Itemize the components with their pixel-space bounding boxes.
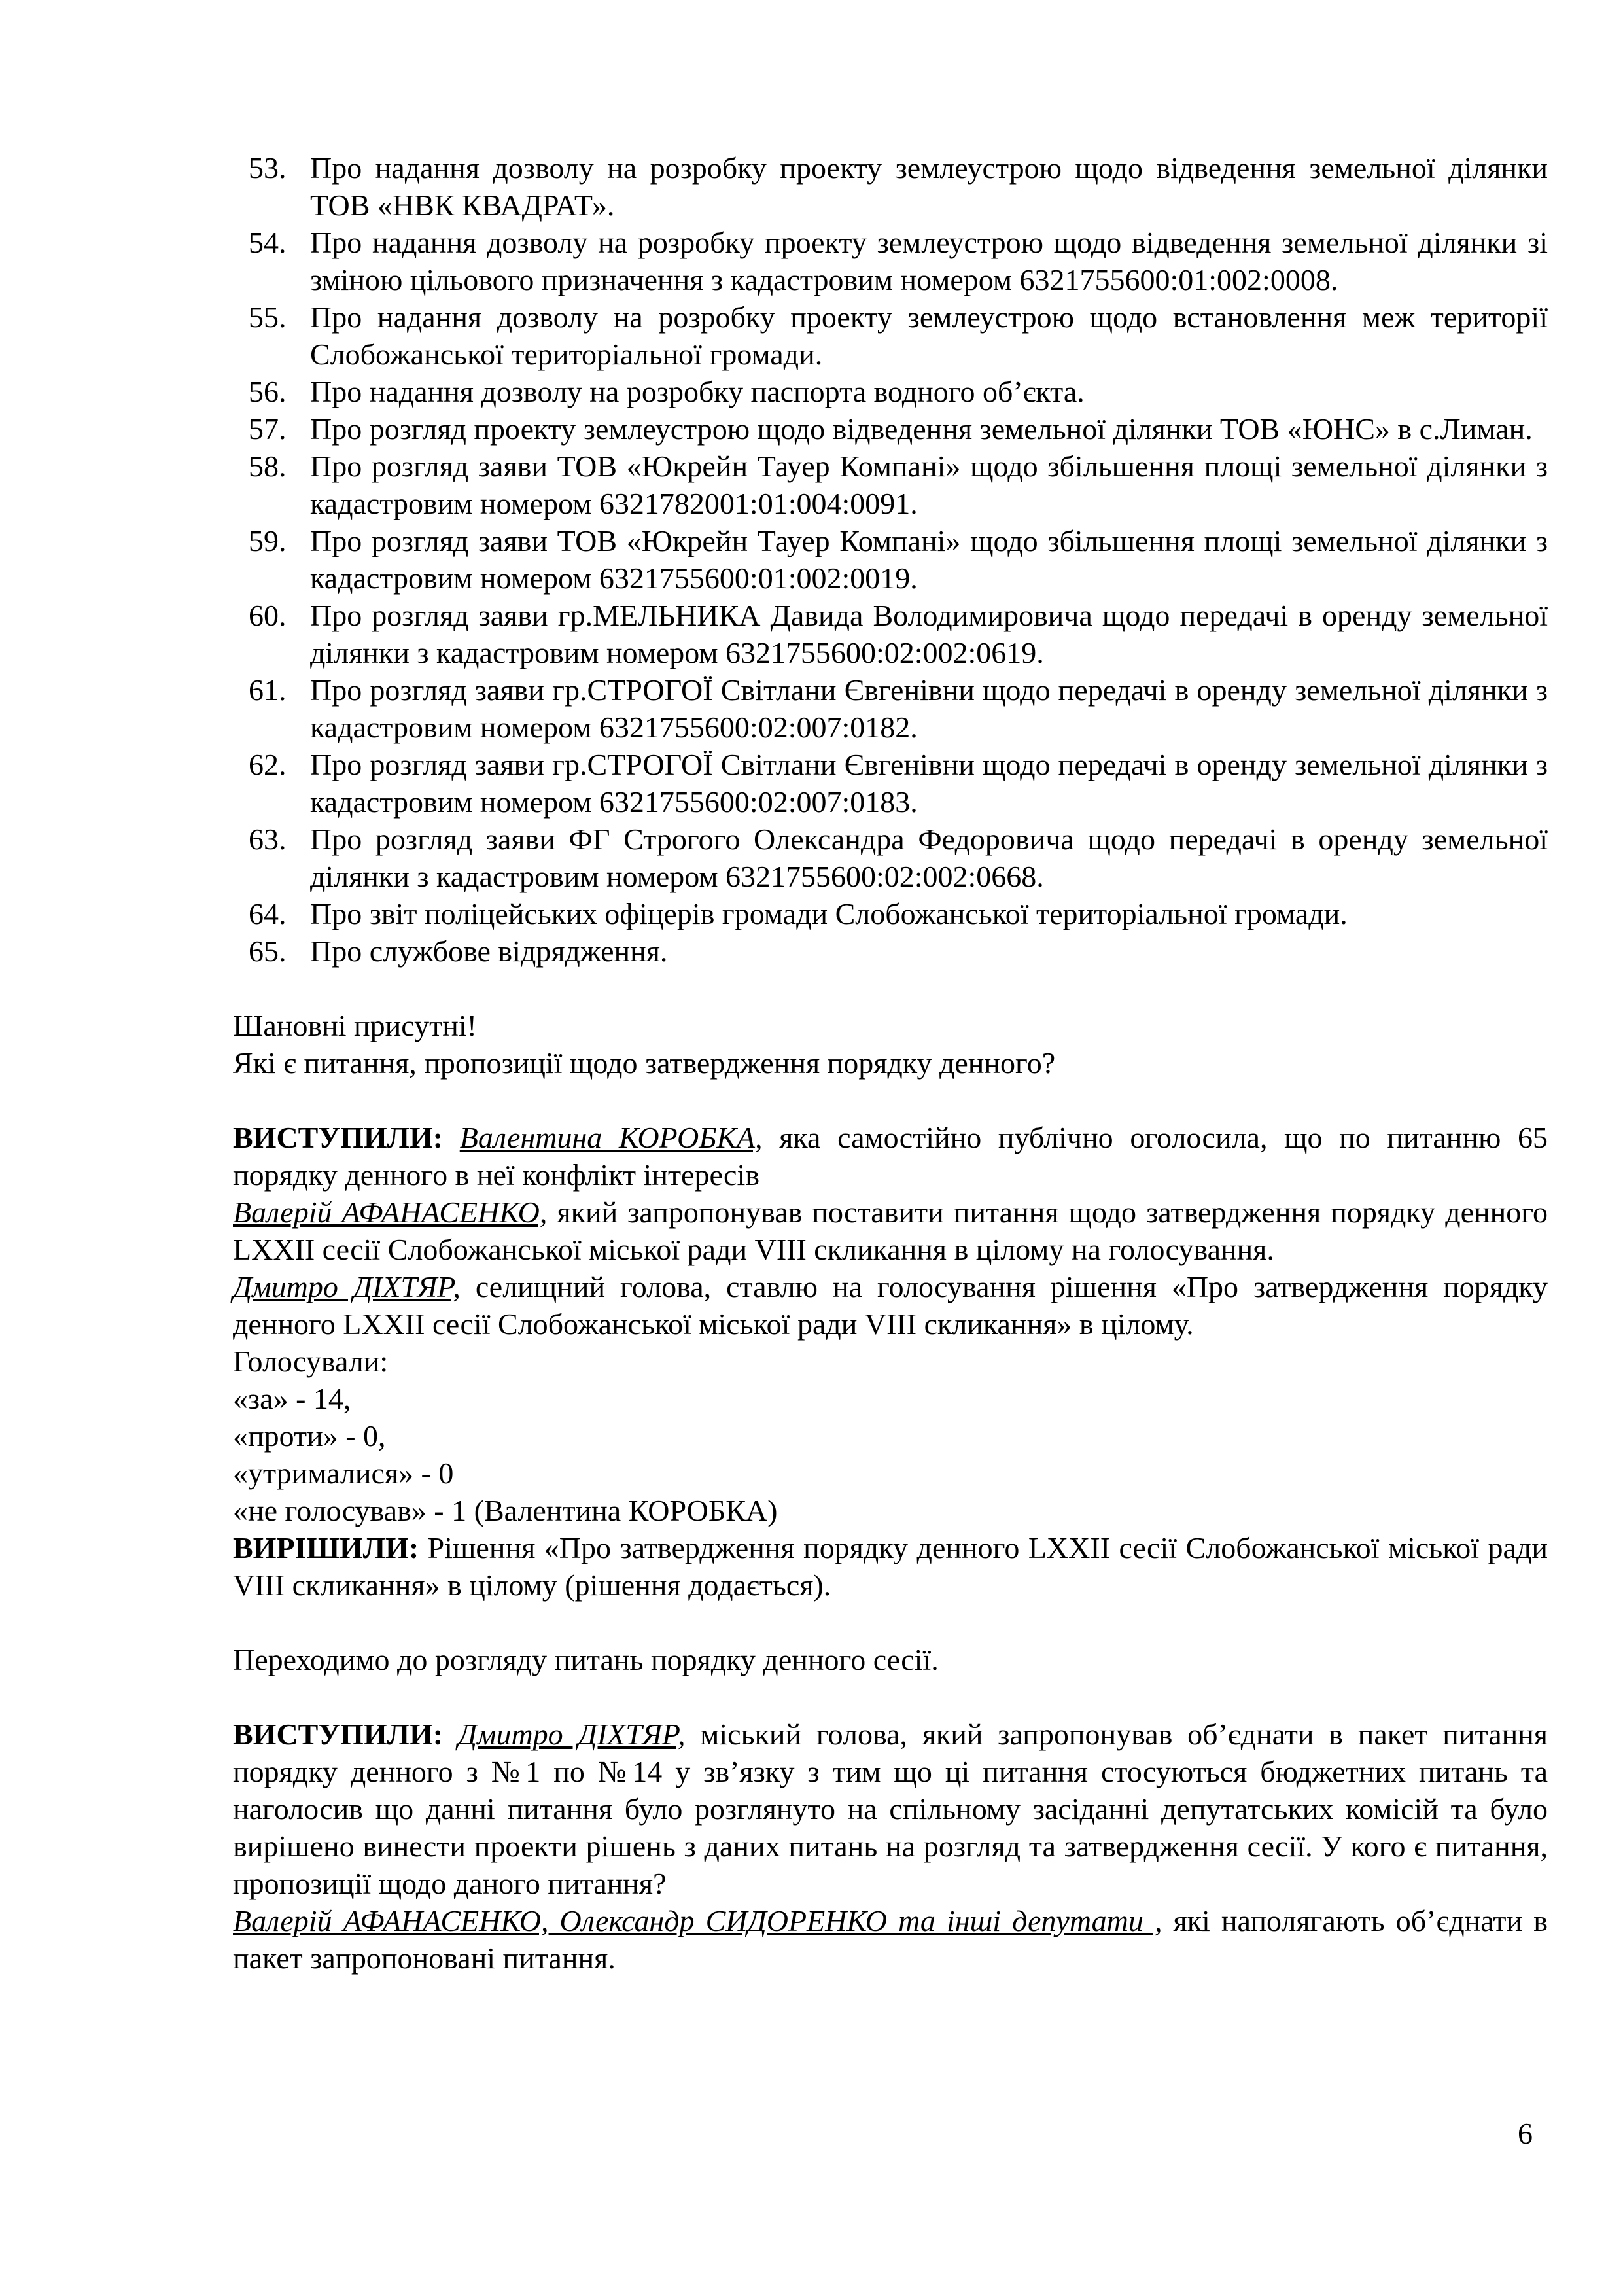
vote-for: «за» - 14, <box>233 1382 351 1415</box>
agenda-item-text: Про службове відрядження. <box>310 934 668 968</box>
agenda-item-text: Про розгляд заяви ТОВ «Юкрейн Тауер Компані» щодо збільшення площі земельної ділянки з кадастровим номером 6321755600:01:002:0019. <box>310 524 1548 595</box>
agenda-item-number: 64. <box>249 897 287 930</box>
spacer <box>233 970 1548 1007</box>
spacer <box>233 1082 1548 1119</box>
speaker-name: Валерій АФАНАСЕНКО, <box>233 1195 548 1229</box>
greeting-line: Шановні присутні! <box>233 1009 477 1042</box>
agenda-item-text: Про розгляд проекту землеустрою щодо відведення земельної ділянки ТОВ «ЮНС» в с.Лиман. <box>310 412 1533 446</box>
agenda-item-text: Про надання дозволу на розробку проекту землеустрою щодо встановлення меж території Слобожанської територіальної громади. <box>310 300 1548 371</box>
speaker-name: Валентина КОРОБКА, <box>459 1121 763 1154</box>
agenda-item-number: 65. <box>249 934 287 968</box>
section-label-spoke: ВИСТУПИЛИ: <box>233 1121 444 1154</box>
speaker-statement: селищний голова, ставлю на голосування рішення «Про затвердження порядку денного LXXII сесії Слобожанської міської ради VIII скликання» в цілому. <box>233 1270 1548 1341</box>
agenda-item-number: 55. <box>249 300 287 334</box>
decision-paragraph <box>233 1529 1548 1604</box>
agenda-item-text: Про звіт поліцейських офіцерів громади Слобожанської територіальної громади. <box>310 897 1348 930</box>
agenda-item-text: Про надання дозволу на розробку проекту землеустрою щодо відведення земельної ділянки зі зміною цільового призначення з кадастровим номером 6321755600:01:002:0008. <box>310 226 1548 296</box>
vote-heading: Голосували: <box>233 1345 389 1378</box>
agenda-item <box>233 932 1548 970</box>
agenda-item-number: 61. <box>249 673 287 707</box>
speaker-statement: міський голова, який запропонував об’єднати в пакет питання порядку денного з №1 по №14 у зв’язку з тим що ці питання стосуються бюджетних питань та наголосив що данні питання було розглянуто на спільному засіданні депутатських комісій та було вирішено винести проекти рішень з даних питань на розгляд та затвердження сесії. У кого є питання, пропозиції щодо даного питання? <box>233 1718 1548 1900</box>
agenda-item <box>233 448 1548 522</box>
agenda-list <box>233 149 1548 970</box>
agenda-item-number: 60. <box>249 599 287 632</box>
agenda-item <box>233 410 1548 448</box>
agenda-item <box>233 298 1548 373</box>
discussion-paragraph <box>233 1716 1548 1902</box>
agenda-item <box>233 224 1548 298</box>
decision-text: Рішення «Про затвердження порядку денного LXXII сесії Слобожанської міської ради VIII скликання» в цілому (рішення додається). <box>233 1531 1548 1602</box>
page-number: 6 <box>1518 2117 1533 2150</box>
agenda-item-number: 63. <box>249 822 287 856</box>
speaker-statement: які наполягають об’єднати в пакет запропоновані питання. <box>233 1904 1548 1975</box>
agenda-item <box>233 149 1548 224</box>
document-body <box>233 149 1548 1977</box>
agenda-item <box>233 821 1548 895</box>
vote-abstained: «утрималися» - 0 <box>233 1457 454 1490</box>
agenda-item-number: 56. <box>249 375 287 408</box>
discussion-paragraph <box>233 1902 1548 1977</box>
agenda-item-number: 54. <box>249 226 287 259</box>
agenda-item-number: 58. <box>249 450 287 483</box>
agenda-item <box>233 746 1548 821</box>
speaker-name: Дмитро ДІХТЯР, <box>233 1270 461 1303</box>
agenda-item-text: Про розгляд заяви гр.СТРОГОЇ Світлани Євгенівни щодо передачі в оренду земельної ділянки з кадастровим номером 6321755600:02:007:0182. <box>310 673 1548 744</box>
vote-against: «проти» - 0, <box>233 1419 386 1453</box>
speaker-name: Дмитро ДІХТЯР, <box>457 1718 686 1751</box>
agenda-item <box>233 895 1548 932</box>
discussion-paragraph <box>233 1268 1548 1343</box>
spacer <box>233 1604 1548 1641</box>
agenda-item-text: Про розгляд заяви гр.СТРОГОЇ Світлани Євгенівни щодо передачі в оренду земельної ділянки з кадастровим номером 6321755600:02:007:0183. <box>310 748 1548 819</box>
agenda-item <box>233 597 1548 671</box>
section-label-decided: ВИРІШИЛИ: <box>233 1531 419 1564</box>
agenda-item-text: Про розгляд заяви ТОВ «Юкрейн Тауер Компані» щодо збільшення площі земельної ділянки з кадастровим номером 6321782001:01:004:0091. <box>310 450 1548 520</box>
agenda-item-text: Про надання дозволу на розробку проекту землеустрою щодо відведення земельної ділянки ТОВ «НВК КВАДРАТ». <box>310 151 1548 222</box>
agenda-item-number: 59. <box>249 524 287 557</box>
agenda-item-text: Про розгляд заяви ФГ Строгого Олександра Федоровича щодо передачі в оренду земельної ділянки з кадастровим номером 6321755600:02:002:0668. <box>310 822 1548 893</box>
agenda-item-text: Про розгляд заяви гр.МЕЛЬНИКА Давида Володимировича щодо передачі в оренду земельної ділянки з кадастровим номером 6321755600:02:002:0619. <box>310 599 1548 669</box>
agenda-item-number: 53. <box>249 151 287 185</box>
speaker-statement: яка самостійно публічно оголосила, що по питанню 65 порядку денного в неї конфлікт інтересів <box>233 1121 1548 1192</box>
agenda-item-number: 62. <box>249 748 287 781</box>
transition-line: Переходимо до розгляду питань порядку денного сесії. <box>233 1643 939 1676</box>
question-line: Які є питання, пропозиції щодо затвердження порядку денного? <box>233 1046 1056 1080</box>
agenda-item <box>233 373 1548 410</box>
agenda-item <box>233 671 1548 746</box>
spacer <box>233 1678 1548 1716</box>
section-label-spoke: ВИСТУПИЛИ: <box>233 1718 444 1751</box>
discussion-paragraph <box>233 1119 1548 1193</box>
speaker-name: Валерій АФАНАСЕНКО, Олександр СИДОРЕНКО та інші депутати , <box>233 1904 1162 1937</box>
discussion-paragraph <box>233 1193 1548 1268</box>
vote-not-voted: «не голосував» - 1 (Валентина КОРОБКА) <box>233 1494 778 1527</box>
agenda-item <box>233 522 1548 597</box>
speaker-statement: який запропонував поставити питання щодо затвердження порядку денного LXXII сесії Слобожанської міської ради VIII скликання в цілому на голосування. <box>233 1195 1548 1266</box>
agenda-item-text: Про надання дозволу на розробку паспорта водного об’єкта. <box>310 375 1085 408</box>
agenda-item-number: 57. <box>249 412 287 446</box>
